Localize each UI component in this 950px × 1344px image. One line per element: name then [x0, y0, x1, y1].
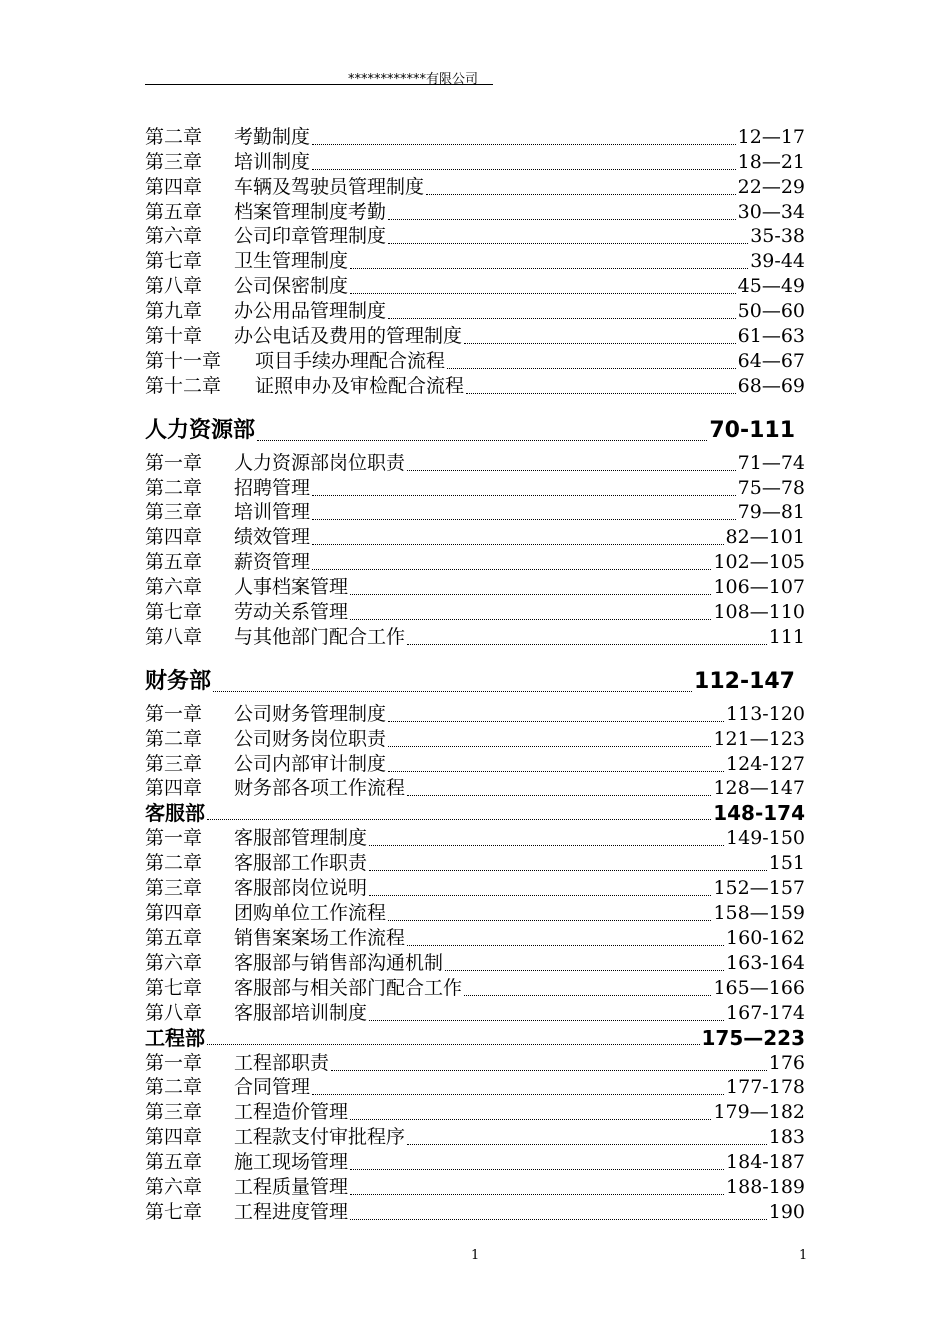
toc-entry [145, 174, 805, 199]
toc-chapter-number: 第五章 [145, 551, 203, 574]
toc-entry [145, 323, 805, 348]
toc-entry-pages: 12—17 [737, 125, 805, 148]
toc-entry [145, 975, 805, 1000]
toc-leader-dots [388, 746, 711, 747]
toc-entry-pages: 108—110 [713, 601, 805, 624]
toc-chapter-number: 第一章 [145, 827, 203, 850]
toc-leader-dots [388, 243, 748, 244]
toc-entry [145, 500, 805, 525]
toc-leader-dots [369, 895, 711, 896]
toc-leader-dots [257, 440, 707, 441]
toc-entry-title: 公司印章管理制度 [234, 225, 387, 248]
toc-chapter-number: 第五章 [145, 1151, 203, 1174]
toc-chapter-number: 第十章 [145, 325, 203, 348]
toc-entry-title: 销售案案场工作流程 [234, 926, 406, 949]
toc-chapter-number: 第五章 [145, 200, 203, 223]
toc-entry [145, 524, 805, 549]
toc-entry-pages: 176 [768, 1051, 805, 1074]
toc-entry-pages: 18—21 [737, 150, 805, 173]
toc-entry-title: 团购单位工作流程 [234, 902, 387, 925]
toc-entry-title: 证照申办及审检配合流程 [255, 374, 465, 397]
toc-entry-pages: 188-189 [726, 1175, 805, 1198]
toc-entry [145, 875, 805, 900]
toc-leader-dots [466, 393, 736, 394]
toc-entry [145, 1099, 805, 1124]
toc-section-title: 客服部 [145, 801, 205, 826]
toc-entry-pages: 111 [768, 625, 805, 648]
toc-chapter-number: 第四章 [145, 902, 203, 925]
toc-chapter-number: 第六章 [145, 1175, 203, 1198]
toc-entry [145, 1149, 805, 1174]
toc-leader-dots [369, 845, 724, 846]
toc-entry-title: 工程造价管理 [234, 1101, 349, 1124]
toc-entry-pages: 39-44 [750, 250, 805, 273]
toc-chapter-number: 第十一章 [145, 349, 222, 372]
toc-leader-dots [350, 268, 748, 269]
toc-entry-title: 劳动关系管理 [234, 601, 349, 624]
toc-entry-title: 工程进度管理 [234, 1200, 349, 1223]
toc-entry-title: 客服部岗位说明 [234, 877, 368, 900]
toc-chapter-number: 第二章 [145, 1076, 203, 1099]
toc-leader-dots [331, 1070, 767, 1071]
toc-entry-pages: 45—49 [737, 275, 805, 298]
toc-entry-pages: 71—74 [737, 451, 805, 474]
toc-entry-pages: 167-174 [726, 1001, 805, 1024]
toc-entry [145, 776, 805, 801]
toc-leader-dots [312, 519, 736, 520]
toc-entry [145, 900, 805, 925]
toc-entry-pages: 64—67 [737, 349, 805, 372]
toc-leader-dots [312, 544, 724, 545]
toc-leader-dots [350, 619, 711, 620]
toc-entry [145, 1124, 805, 1149]
toc-entry-pages: 158—159 [713, 902, 805, 925]
toc-entry-pages: 82—101 [725, 526, 805, 549]
toc-entry [145, 124, 805, 149]
header-company: ************有限公司 [348, 72, 479, 87]
toc-chapter-number: 第一章 [145, 1051, 203, 1074]
toc-chapter-number: 第八章 [145, 275, 203, 298]
toc-entry-title: 培训制度 [234, 150, 311, 173]
toc-leader-dots [213, 691, 692, 692]
toc-entry-title: 培训管理 [234, 501, 311, 524]
toc-entry [145, 751, 805, 776]
toc-entry-pages: 121—123 [713, 727, 805, 750]
toc-leader-dots [407, 795, 711, 796]
toc-section-pages: 112-147 [694, 668, 795, 694]
toc-chapter-number: 第四章 [145, 1126, 203, 1149]
toc-entry-pages: 128—147 [713, 777, 805, 800]
toc-leader-dots [312, 144, 736, 145]
toc-entry [145, 925, 805, 950]
toc-entry-title: 公司内部审计制度 [234, 752, 387, 775]
toc-leader-dots [369, 1020, 724, 1021]
toc-chapter-number: 第七章 [145, 1200, 203, 1223]
toc-entry-pages: 184-187 [726, 1151, 805, 1174]
toc-section-title: 人力资源部 [145, 417, 256, 443]
toc-entry [145, 348, 805, 373]
toc-chapter-number: 第一章 [145, 451, 203, 474]
toc-leader-dots [388, 219, 736, 220]
toc-leader-dots [312, 169, 736, 170]
toc-chapter-number: 第七章 [145, 250, 203, 273]
toc-leader-dots [312, 495, 736, 496]
toc-entry [145, 599, 805, 624]
toc-entry-title: 薪资管理 [234, 551, 311, 574]
toc-entry-title: 人力资源部岗位职责 [234, 451, 406, 474]
toc-chapter-number: 第三章 [145, 1101, 203, 1124]
toc-leader-dots [447, 368, 736, 369]
toc-entry-title: 施工现场管理 [234, 1151, 349, 1174]
toc-entry [145, 726, 805, 751]
toc-entry [145, 199, 805, 224]
toc-entry-title: 档案管理制度考勤 [234, 200, 387, 223]
toc-entry [145, 624, 805, 649]
toc-entry-pages: 152—157 [713, 877, 805, 900]
toc-chapter-number: 第二章 [145, 852, 203, 875]
toc-chapter-number: 第五章 [145, 926, 203, 949]
toc-entry-pages: 79—81 [737, 501, 805, 524]
toc-entry-pages: 30—34 [737, 200, 805, 223]
toc-entry [145, 1174, 805, 1199]
toc-leader-dots [407, 470, 736, 471]
footer-page-number-right: 1 [799, 1248, 808, 1263]
toc-leader-dots [312, 1094, 724, 1095]
toc-leader-dots [350, 293, 736, 294]
toc-leader-dots [388, 920, 711, 921]
toc-entry-pages: 149-150 [726, 827, 805, 850]
toc-leader-dots [350, 1194, 724, 1195]
toc-entry-pages: 61—63 [737, 325, 805, 348]
toc-section-pages: 148-174 [713, 801, 805, 826]
toc-entry-title: 卫生管理制度 [234, 250, 349, 273]
toc-entry-title: 工程款支付审批程序 [234, 1126, 406, 1149]
toc-chapter-number: 第三章 [145, 501, 203, 524]
toc-entry-pages: 177-178 [726, 1076, 805, 1099]
toc-entry-title: 办公用品管理制度 [234, 300, 387, 323]
toc-leader-dots [312, 569, 711, 570]
toc-leader-dots [388, 721, 724, 722]
toc-section-title: 工程部 [145, 1025, 205, 1050]
toc-entry-title: 办公电话及费用的管理制度 [234, 325, 463, 348]
toc-entry-title: 客服部工作职责 [234, 852, 368, 875]
table-of-contents [145, 124, 805, 1224]
toc-chapter-number: 第六章 [145, 225, 203, 248]
toc-entry-title: 考勤制度 [234, 125, 311, 148]
toc-entry-title: 招聘管理 [234, 476, 311, 499]
toc-entry [145, 298, 805, 323]
toc-entry-title: 财务部各项工作流程 [234, 777, 406, 800]
toc-leader-dots [407, 945, 724, 946]
toc-entry [145, 950, 805, 975]
toc-entry [145, 248, 805, 273]
toc-entry [145, 850, 805, 875]
toc-chapter-number: 第六章 [145, 576, 203, 599]
toc-entry-title: 与其他部门配合工作 [234, 625, 406, 648]
toc-entry-title: 公司财务岗位职责 [234, 727, 387, 750]
toc-entry [145, 1050, 805, 1075]
toc-entry-pages: 163-164 [726, 951, 805, 974]
toc-entry-pages: 179—182 [713, 1101, 805, 1124]
toc-leader-dots [388, 771, 724, 772]
toc-section-heading [145, 398, 795, 450]
toc-entry-title: 项目手续办理配合流程 [255, 349, 446, 372]
toc-chapter-number: 第四章 [145, 175, 203, 198]
toc-entry-pages: 113-120 [726, 702, 805, 725]
toc-chapter-number: 第三章 [145, 150, 203, 173]
toc-chapter-number: 第三章 [145, 752, 203, 775]
toc-chapter-number: 第九章 [145, 300, 203, 323]
toc-entry [145, 273, 805, 298]
toc-chapter-number: 第二章 [145, 727, 203, 750]
toc-entry [145, 825, 805, 850]
toc-leader-dots [369, 870, 767, 871]
toc-leader-dots [207, 819, 711, 820]
toc-entry-title: 客服部与相关部门配合工作 [234, 976, 463, 999]
toc-entry-pages: 183 [768, 1126, 805, 1149]
toc-entry-pages: 68—69 [737, 374, 805, 397]
toc-entry [145, 224, 805, 249]
toc-entry-pages: 151 [768, 852, 805, 875]
toc-section-heading [145, 649, 795, 701]
toc-section-pages: 70-111 [709, 417, 795, 443]
toc-entry-title: 客服部培训制度 [234, 1001, 368, 1024]
toc-entry-pages: 50—60 [737, 300, 805, 323]
toc-entry-pages: 106—107 [713, 576, 805, 599]
toc-chapter-number: 第四章 [145, 777, 203, 800]
toc-entry [145, 373, 805, 398]
footer-page-number: 1 [471, 1248, 480, 1263]
toc-entry [145, 1000, 805, 1025]
toc-chapter-number: 第八章 [145, 1001, 203, 1024]
toc-section-pages: 175—223 [701, 1025, 805, 1050]
toc-chapter-number: 第七章 [145, 976, 203, 999]
toc-leader-dots [388, 318, 736, 319]
toc-entry-title: 车辆及驾驶员管理制度 [234, 175, 425, 198]
toc-entry-title: 公司保密制度 [234, 275, 349, 298]
toc-entry-title: 客服部与销售部沟通机制 [234, 951, 444, 974]
toc-entry-title: 合同管理 [234, 1076, 311, 1099]
toc-entry [145, 1075, 805, 1100]
toc-entry [145, 574, 805, 599]
toc-leader-dots [407, 1144, 767, 1145]
toc-leader-dots [350, 594, 711, 595]
toc-leader-dots [464, 995, 711, 996]
toc-leader-dots [350, 1119, 711, 1120]
toc-leader-dots [350, 1219, 767, 1220]
toc-leader-dots [407, 644, 767, 645]
toc-chapter-number: 第一章 [145, 702, 203, 725]
toc-chapter-number: 第六章 [145, 951, 203, 974]
toc-chapter-number: 第二章 [145, 476, 203, 499]
toc-entry-pages: 35-38 [750, 225, 805, 248]
toc-entry-pages: 102—105 [713, 551, 805, 574]
toc-chapter-number: 第三章 [145, 877, 203, 900]
toc-leader-dots [445, 970, 724, 971]
toc-entry [145, 549, 805, 574]
toc-entry-pages: 22—29 [737, 175, 805, 198]
toc-entry [145, 701, 805, 726]
toc-entry-title: 工程质量管理 [234, 1175, 349, 1198]
toc-entry [145, 475, 805, 500]
toc-entry-pages: 75—78 [737, 476, 805, 499]
toc-leader-dots [426, 194, 736, 195]
toc-entry-pages: 165—166 [713, 976, 805, 999]
toc-chapter-number: 第七章 [145, 601, 203, 624]
toc-entry [145, 149, 805, 174]
toc-section-title: 财务部 [145, 668, 212, 694]
toc-section-heading [145, 1025, 805, 1050]
toc-entry [145, 450, 805, 475]
toc-leader-dots [464, 343, 736, 344]
toc-entry-pages: 160-162 [726, 926, 805, 949]
toc-chapter-number: 第八章 [145, 625, 203, 648]
toc-entry-title: 工程部职责 [234, 1051, 330, 1074]
toc-section-heading [145, 800, 805, 825]
toc-leader-dots [350, 1169, 724, 1170]
toc-entry-pages: 190 [768, 1200, 805, 1223]
toc-chapter-number: 第四章 [145, 526, 203, 549]
toc-chapter-number: 第十二章 [145, 374, 222, 397]
toc-entry-title: 人事档案管理 [234, 576, 349, 599]
toc-entry-pages: 124-127 [726, 752, 805, 775]
toc-chapter-number: 第二章 [145, 125, 203, 148]
toc-entry [145, 1199, 805, 1224]
toc-entry-title: 客服部管理制度 [234, 827, 368, 850]
toc-entry-title: 公司财务管理制度 [234, 702, 387, 725]
toc-leader-dots [207, 1044, 700, 1045]
toc-entry-title: 绩效管理 [234, 526, 311, 549]
